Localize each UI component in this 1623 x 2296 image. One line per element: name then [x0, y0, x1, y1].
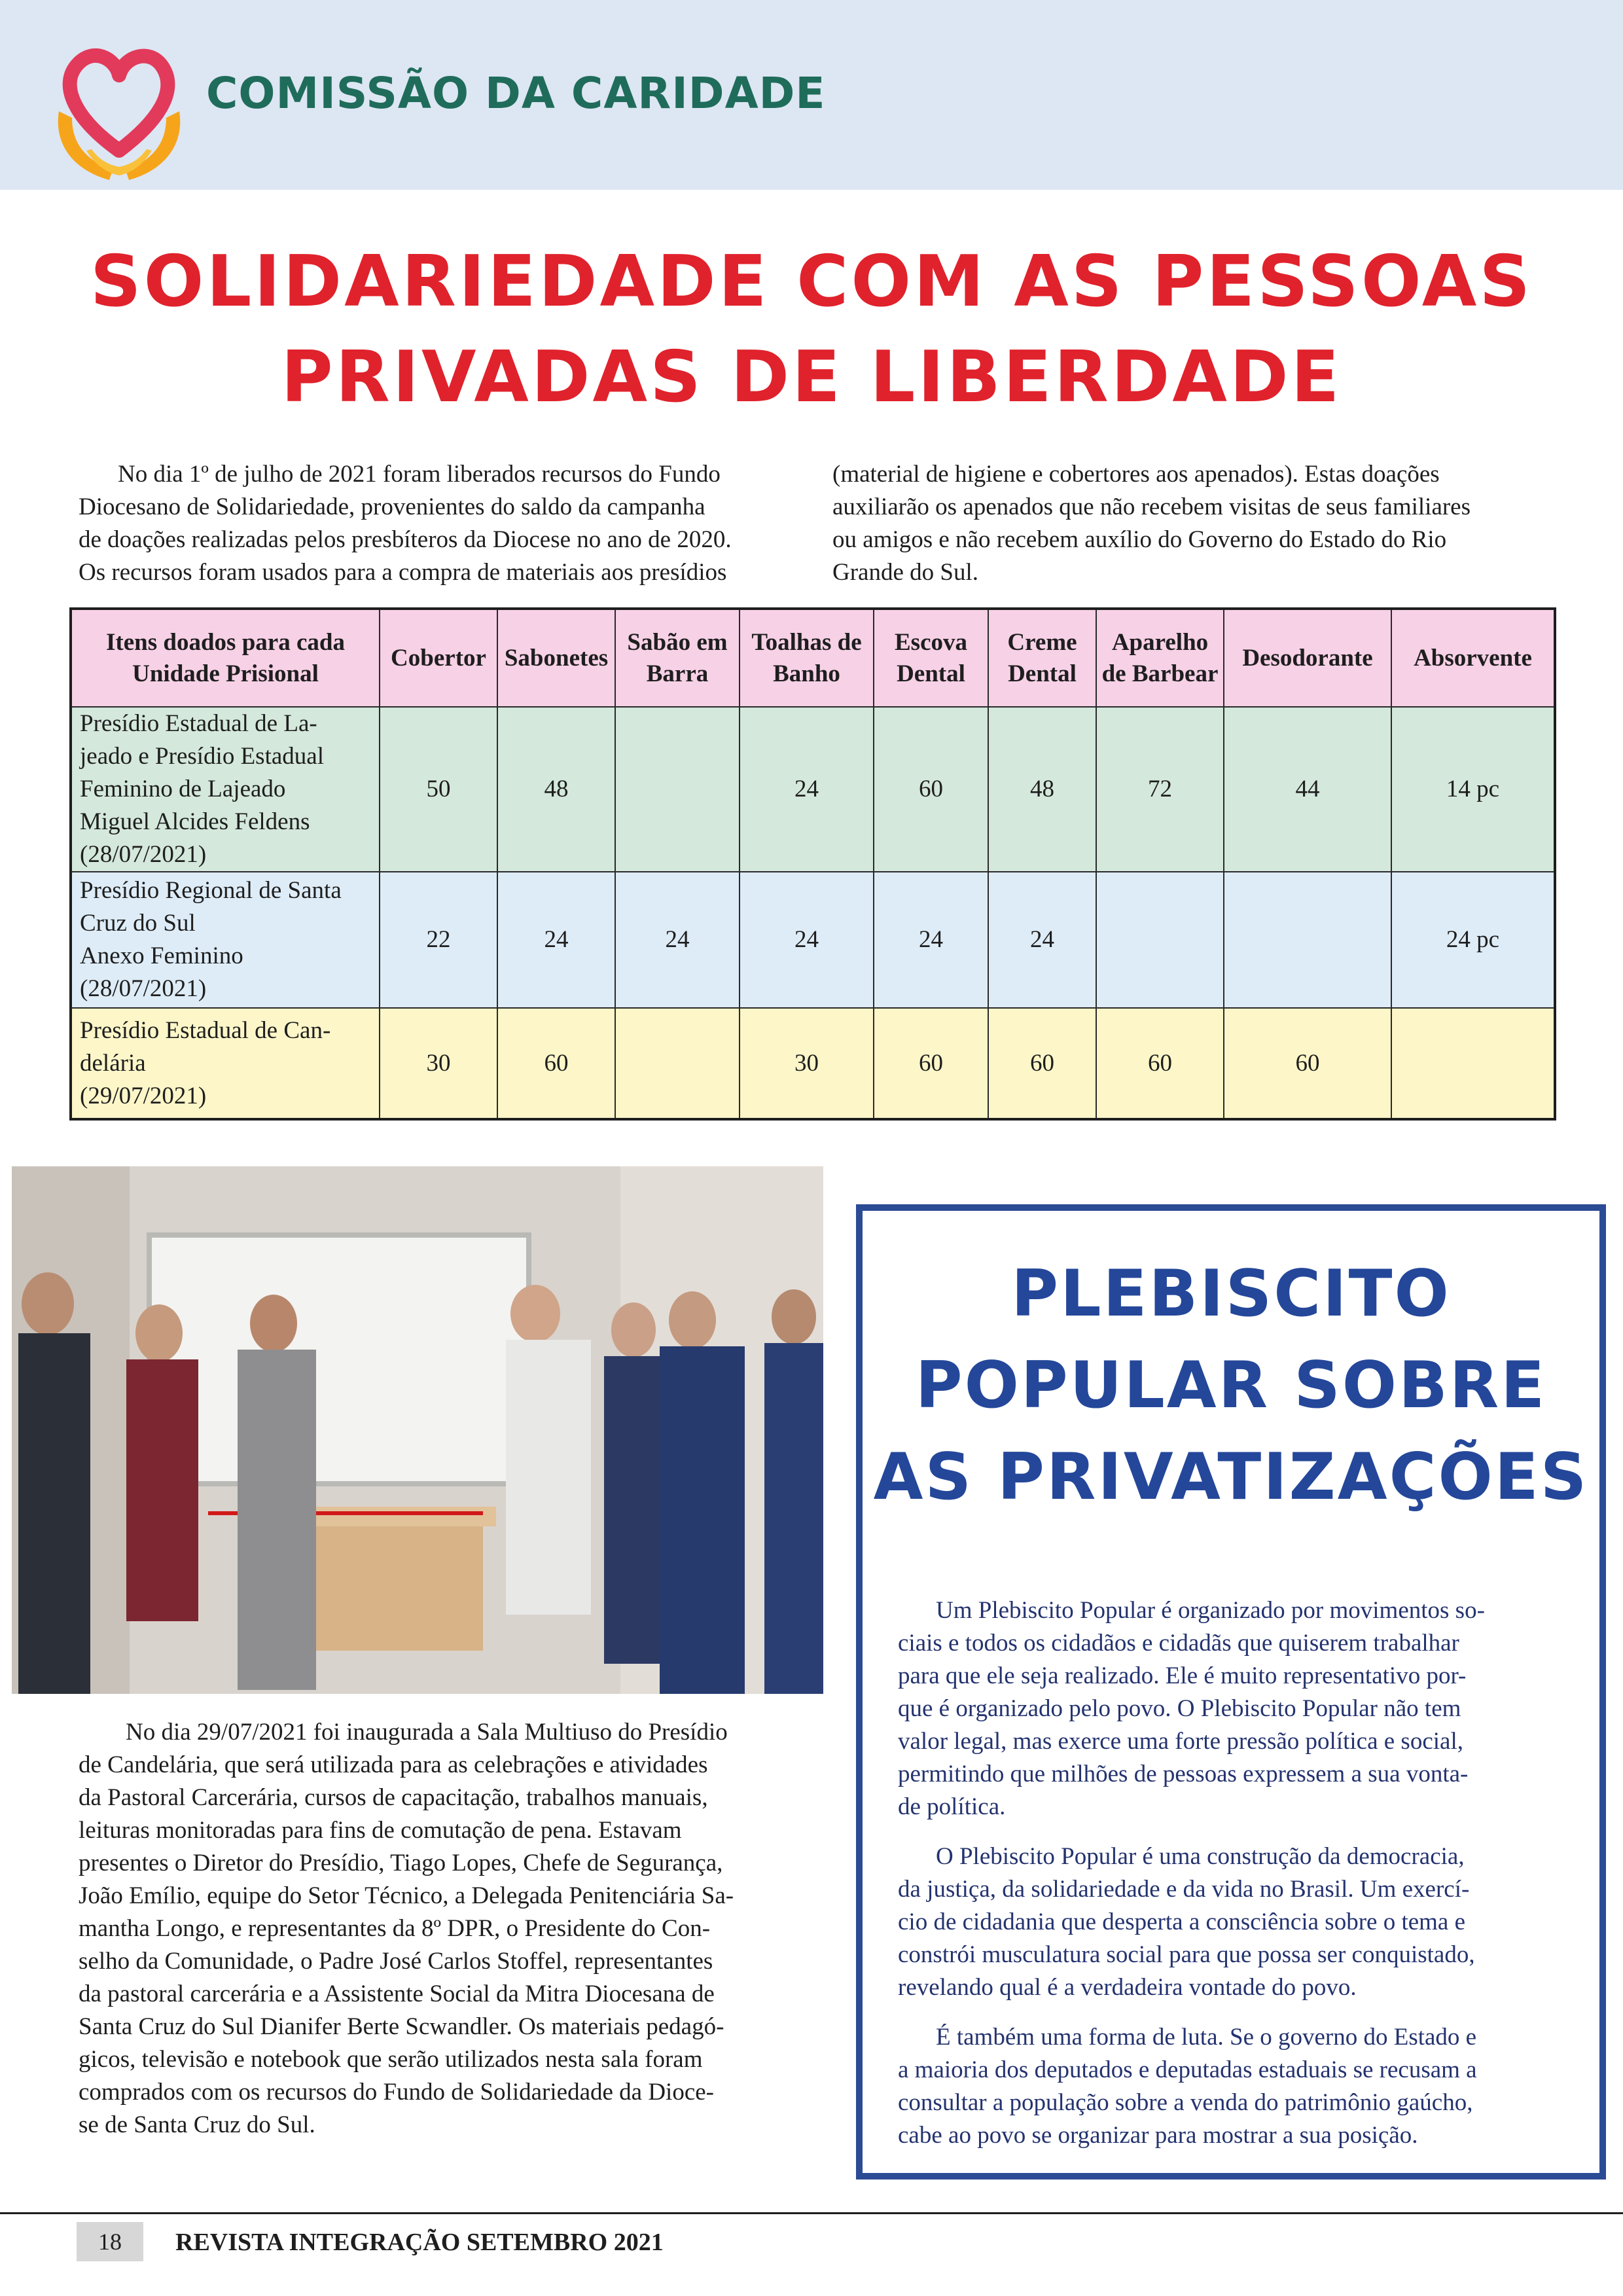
table-cell: 22 [380, 872, 497, 1008]
table-cell: 24 [988, 872, 1096, 1008]
caption-line: Santa Cruz do Sul Dianifer Berte Scwandler. Os materiais pedagó- [79, 2013, 724, 2040]
intro-line: (material de higiene e cobertores aos apenados). Estas doações [832, 461, 1440, 488]
caption-line: gicos, televisão e notebook que serão utilizados nesta sala foram [79, 2046, 703, 2073]
column-header: Desodorante [1224, 609, 1391, 707]
plebiscite-line: valor legal, mas exerce uma forte pressão política e social, [898, 1728, 1463, 1755]
caption-line: da Pastoral Carcerária, cursos de capacitação, trabalhos manuais, [79, 1784, 708, 1811]
table-cell: 14 pc [1391, 707, 1555, 872]
table-cell: 48 [497, 707, 615, 872]
intro-line: de doações realizadas pelos presbíteros da Diocese no ano de 2020. [79, 526, 732, 553]
table-cell: 30 [380, 1008, 497, 1119]
table-row [71, 707, 1555, 872]
intro-line: Diocesano de Solidariedade, provenientes do saldo da campanha [79, 493, 705, 520]
column-header: Toalhas de Banho [740, 609, 874, 707]
plebiscite-line: da justiça, da solidariedade e da vida no Brasil. Um exercí- [898, 1876, 1470, 1903]
plebiscite-line: constrói musculatura social para que possa ser conquistado, [898, 1941, 1475, 1968]
table-cell [615, 1008, 740, 1119]
plebiscite-line: a maioria dos deputados e deputadas estaduais se recusam a [898, 2056, 1477, 2083]
column-header: Itens doados para cada Unidade Prisional [71, 609, 380, 707]
table-row [71, 1008, 1555, 1119]
prison-unit-cell: Presídio Estadual de La- jeado e Presídio Estadual Feminino de Lajeado Miguel Alcides Feldens (28/07/2021) [71, 707, 380, 872]
table-cell: 60 [1096, 1008, 1224, 1119]
caption-line: de Candelária, que será utilizada para as celebrações e atividades [79, 1751, 708, 1778]
plebiscite-line: O Plebiscito Popular é uma construção da democracia, [936, 1843, 1465, 1870]
table-cell: 48 [988, 707, 1096, 872]
plebiscite-title-line-1: PLEBISCITO [1011, 1257, 1451, 1331]
plebiscite-line: Um Plebiscito Popular é organizado por movimentos so- [936, 1597, 1485, 1624]
plebiscite-line: permitindo que milhões de pessoas expressem a sua vonta- [898, 1761, 1469, 1787]
prison-unit-cell: Presídio Estadual de Can- delária (29/07/2021) [71, 1008, 380, 1119]
caption-line: No dia 29/07/2021 foi inaugurada a Sala Multiuso do Presídio [126, 1719, 728, 1746]
table-cell: 24 [615, 872, 740, 1008]
table-cell: 60 [1224, 1008, 1391, 1119]
table-cell [1391, 1008, 1555, 1119]
caption-line: se de Santa Cruz do Sul. [79, 2111, 315, 2138]
caption-line: mantha Longo, e representantes da 8º DPR, o Presidente do Con- [79, 1915, 711, 1942]
table-cell: 44 [1224, 707, 1391, 872]
table-cell: 24 [874, 872, 988, 1008]
table-cell: 60 [874, 707, 988, 872]
table-cell [1096, 872, 1224, 1008]
caption-line: selho da Comunidade, o Padre José Carlos Stoffel, representantes [79, 1948, 713, 1975]
plebiscite-paragraph-2 [898, 1840, 1552, 2004]
table-cell: 60 [988, 1008, 1096, 1119]
plebiscite-line: de política. [898, 1793, 1006, 1820]
heart-with-hands-icon [47, 39, 191, 196]
donation-table [69, 607, 1556, 1121]
plebiscite-line: revelando qual é a verdadeira vontade do povo. [898, 1974, 1357, 2001]
column-header: Aparelho de Barbear [1096, 609, 1224, 707]
prison-unit-cell: Presídio Regional de Santa Cruz do Sul Anexo Feminino (28/07/2021) [71, 872, 380, 1008]
plebiscite-line: cio de cidadania que desperta a consciência sobre o tema e [898, 1909, 1466, 1935]
caption-line: João Emílio, equipe do Setor Técnico, a Delegada Penitenciária Sa- [79, 1882, 734, 1909]
plebiscite-line: que é organizado pelo povo. O Plebiscito Popular não tem [898, 1695, 1461, 1722]
intro-line: Os recursos foram usados para a compra de materiais aos presídios [79, 559, 727, 586]
table-cell [1224, 872, 1391, 1008]
caption-line: presentes o Diretor do Presídio, Tiago Lopes, Chefe de Segurança, [79, 1850, 723, 1876]
table-cell: 30 [740, 1008, 874, 1119]
column-header: Cobertor [380, 609, 497, 707]
table-cell: 60 [874, 1008, 988, 1119]
plebiscite-line: consultar a população sobre a venda do patrimônio gaúcho, [898, 2089, 1473, 2116]
page-number: 18 [77, 2222, 143, 2261]
plebiscite-line: É também uma forma de luta. Se o governo do Estado e [936, 2024, 1477, 2051]
table-cell: 24 [497, 872, 615, 1008]
article-title-line-2: PRIVADAS DE LIBERDADE [281, 336, 1342, 418]
plebiscite-paragraph-1 [898, 1594, 1552, 1823]
plebiscite-title-line-3: AS PRIVATIZAÇÕES [873, 1440, 1589, 1515]
column-header: Escova Dental [874, 609, 988, 707]
section-title: COMISSÃO DA CARIDADE [206, 68, 826, 118]
footer-rule [0, 2212, 1623, 2214]
table-cell: 24 [740, 872, 874, 1008]
caption-line: comprados com os recursos do Fundo de Solidariedade da Dioce- [79, 2079, 714, 2106]
group-photo-illustration [12, 1166, 823, 1694]
magazine-name: REVISTA INTEGRAÇÃO SETEMBRO 2021 [175, 2229, 664, 2256]
table-cell [615, 707, 740, 872]
table-cell: 24 pc [1391, 872, 1555, 1008]
intro-line: Grande do Sul. [832, 559, 978, 586]
column-header: Sabão em Barra [615, 609, 740, 707]
table-cell: 72 [1096, 707, 1224, 872]
plebiscite-paragraph-3 [898, 2021, 1552, 2152]
plebiscite-line: cabe ao povo se organizar para mostrar a sua posição. [898, 2122, 1418, 2149]
table-cell: 50 [380, 707, 497, 872]
group-photo [12, 1166, 823, 1694]
column-header: Creme Dental [988, 609, 1096, 707]
table-header-row [71, 609, 1555, 707]
plebiscite-title-line-2: POPULAR SOBRE [915, 1348, 1547, 1423]
table-cell: 60 [497, 1008, 615, 1119]
column-header: Absorvente [1391, 609, 1555, 707]
plebiscite-line: para que ele seja realizado. Ele é muito representativo por- [898, 1662, 1467, 1689]
intro-line: No dia 1º de julho de 2021 foram liberados recursos do Fundo [118, 461, 721, 488]
caption-line: leituras monitoradas para fins de comutação de pena. Estavam [79, 1817, 682, 1844]
intro-line: ou amigos e não recebem auxílio do Governo do Estado do Rio [832, 526, 1447, 553]
photo-caption [79, 1716, 796, 2142]
intro-right-column [832, 458, 1504, 589]
column-header: Sabonetes [497, 609, 615, 707]
intro-left-column [79, 458, 801, 589]
table-cell: 24 [740, 707, 874, 872]
table-row [71, 872, 1555, 1008]
intro-line: auxiliarão os apenados que não recebem visitas de seus familiares [832, 493, 1471, 520]
plebiscite-line: ciais e todos os cidadãos e cidadãs que quiserem trabalhar [898, 1630, 1459, 1657]
caption-line: da pastoral carcerária e a Assistente Social da Mitra Diocesana de [79, 1981, 715, 2007]
article-title-line-1: SOLIDARIEDADE COM AS PESSOAS [90, 241, 1533, 323]
